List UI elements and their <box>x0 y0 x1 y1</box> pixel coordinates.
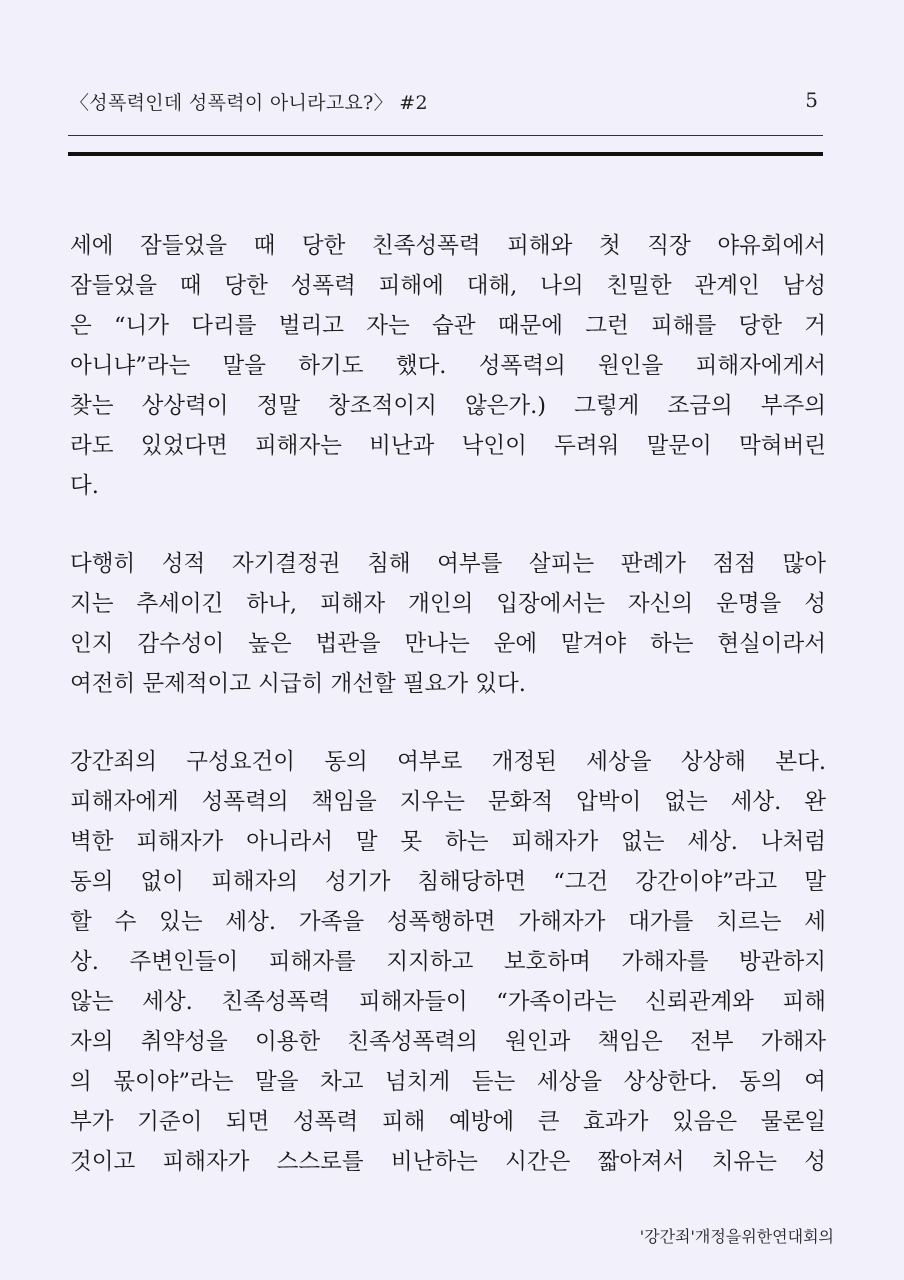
text-line: 자의 취약성을 이용한 친족성폭력의 원인과 책임은 전부 가해자 <box>70 1029 826 1055</box>
text-line: 벽한 피해자가 아니라서 말 못 하는 피해자가 없는 세상. 나처럼 <box>70 829 826 855</box>
text-line: 않는 세상. 친족성폭력 피해자들이 “가족이라는 신뢰관계와 피해 <box>70 989 826 1015</box>
paragraph-2 <box>70 544 826 704</box>
body-text <box>70 226 826 1220</box>
text-line: 여전히 문제적이고 시급히 개선할 필요가 있다. <box>70 671 526 697</box>
text-line: 세에 잠들었을 때 당한 친족성폭력 피해와 첫 직장 야유회에서 <box>70 233 826 259</box>
text-line: 찾는 상상력이 정말 창조적이지 않은가.) 그렇게 조금의 부주의 <box>70 393 826 419</box>
text-line: 상. 주변인들이 피해자를 지지하고 보호하며 가해자를 방관하지 <box>70 949 826 975</box>
text-line: 다. <box>70 473 99 499</box>
text-line: 인지 감수성이 높은 법관을 만나는 운에 맡겨야 하는 현실이라서 <box>70 631 826 657</box>
header-rule-thick <box>68 152 823 156</box>
paragraph-3 <box>70 742 826 1182</box>
text-line: 피해자에게 성폭력의 책임을 지우는 문화적 압박이 없는 세상. 완 <box>70 789 826 815</box>
text-line: 할 수 있는 세상. 가족을 성폭행하면 가해자가 대가를 치르는 세 <box>70 909 826 935</box>
text-line: 의 몫이야”라는 말을 차고 넘치게 듣는 세상을 상상한다. 동의 여 <box>70 1069 826 1095</box>
page-number: 5 <box>805 88 818 112</box>
text-line: 강간죄의 구성요건이 동의 여부로 개정된 세상을 상상해 본다. <box>70 749 826 775</box>
text-line: 아니냐”라는 말을 하기도 했다. 성폭력의 원인을 피해자에게서 <box>70 353 826 379</box>
text-line: 라도 있었다면 피해자는 비난과 낙인이 두려워 말문이 막혀버린 <box>70 433 826 459</box>
text-line: 것이고 피해자가 스스로를 비난하는 시간은 짧아져서 치유는 성 <box>70 1149 826 1175</box>
text-line: 잠들었을 때 당한 성폭력 피해에 대해, 나의 친밀한 관계인 남성 <box>70 273 826 299</box>
text-line: 지는 추세이긴 하나, 피해자 개인의 입장에서는 자신의 운명을 성 <box>70 591 826 617</box>
header-rule-thin <box>68 135 823 136</box>
running-header-title: 〈성폭력인데 성폭력이 아니라고요?〉 #2 <box>70 92 428 114</box>
text-line: 다행히 성적 자기결정권 침해 여부를 살피는 판례가 점점 많아 <box>70 551 826 577</box>
text-line: 동의 없이 피해자의 성기가 침해당하면 “그건 강간이야”라고 말 <box>70 869 826 895</box>
footer-organization: '강간죄'개정을위한연대회의 <box>639 1227 834 1246</box>
text-line: 부가 기준이 되면 성폭력 피해 예방에 큰 효과가 있음은 물론일 <box>70 1109 826 1135</box>
paragraph-1 <box>70 226 826 506</box>
text-line: 은 “니가 다리를 벌리고 자는 습관 때문에 그런 피해를 당한 거 <box>70 313 826 339</box>
